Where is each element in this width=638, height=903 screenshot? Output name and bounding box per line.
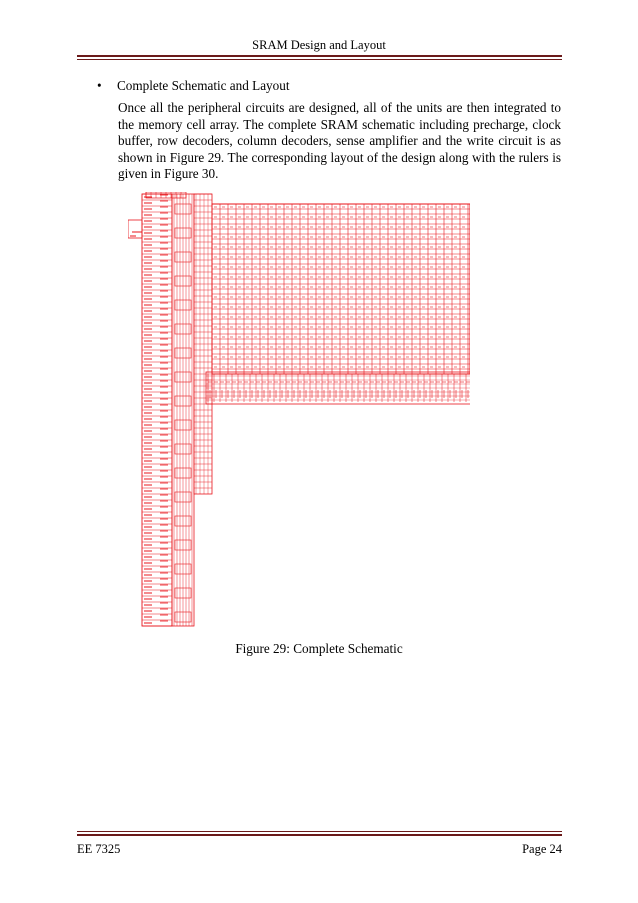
section-heading-text: Complete Schematic and Layout	[117, 78, 290, 93]
section-heading	[97, 78, 290, 94]
schematic-figure	[128, 192, 470, 632]
header-rule-thick	[77, 55, 562, 57]
schematic-diagram-image	[128, 192, 470, 632]
figure-caption: Figure 29: Complete Schematic	[235, 641, 403, 656]
bullet-icon: •	[97, 78, 102, 93]
footer-course: EE 7325	[77, 842, 121, 856]
header-title: SRAM Design and Layout	[252, 38, 386, 52]
header-rule-thin	[77, 59, 562, 60]
footer-rule-thin	[77, 831, 562, 832]
footer-page-number: Page 24	[522, 842, 562, 856]
body-paragraph: Once all the peripheral circuits are designed, all of the units are then integrated to the memory cell array. The complete SRAM schematic including precharge, clock buffer, row decoders, column decoders, sense amplifier and the write circuit is as shown in Figure 29. The corresponding layout of the design along with the rulers is given in Figure 30.	[118, 100, 561, 182]
footer-rule-thick	[77, 834, 562, 836]
